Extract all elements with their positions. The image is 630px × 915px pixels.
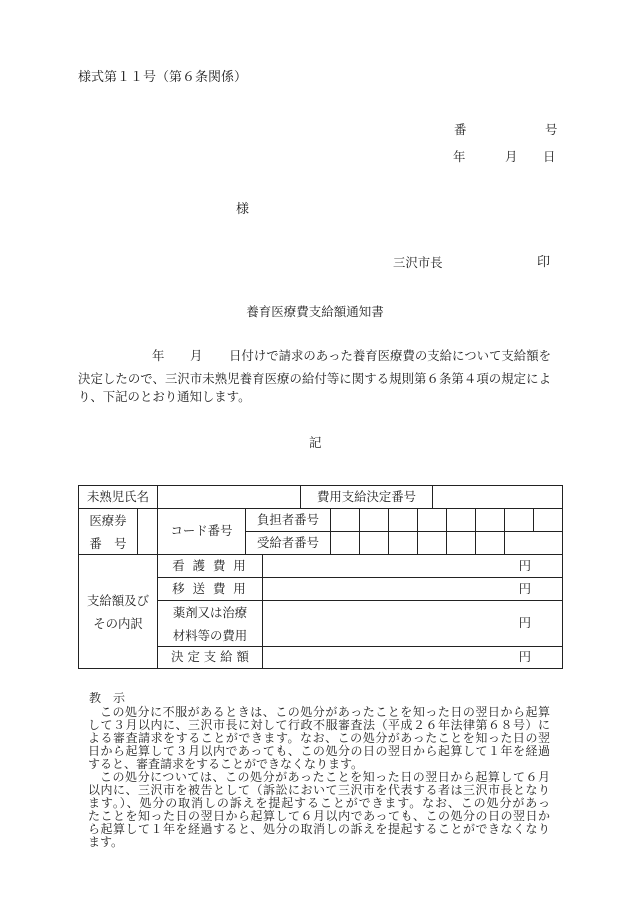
notice-line: よる審査請求をすることができます。なお、この処分があったことを知った日の翌 — [88, 731, 550, 745]
recipient-number-digit-box — [418, 532, 447, 555]
medicine-material-cost-label-line-2: 材料等の費用 — [172, 627, 248, 643]
record-heading: 記 — [309, 435, 322, 450]
document-number-label: 番 — [454, 122, 467, 137]
patient-name-label-cell — [79, 486, 158, 509]
recipient-number-label-cell — [246, 532, 331, 555]
notice-line: して３月以内に、三沢市長に対して行政不服審査法（平成２６年法律第６８号）に — [88, 718, 550, 732]
notice-line: ます。 — [88, 835, 124, 849]
notice-line: ます。）、処分の取消しの訴えを提起することができます。なお、この処分があっ — [88, 796, 550, 810]
medicine-material-cost-label-cell — [158, 601, 263, 647]
payer-number-digit-box — [331, 509, 360, 532]
transport-cost-label: 移 送 費 用 — [172, 580, 248, 596]
seal-mark: 印 — [537, 255, 551, 270]
date-year-label: 年 — [453, 149, 466, 164]
notice-line: たことを知った日の翌日から起算して６月以内であっても、この処分の日の翌日か — [88, 809, 550, 823]
payer-number-digit-box — [360, 509, 389, 532]
form-number-label: 様式第１１号（第６条関係） — [78, 70, 248, 85]
notification-table — [78, 485, 563, 669]
date-month-label: 月 — [505, 149, 518, 164]
medical-ticket-label-line-1: 医療券 — [89, 512, 127, 528]
decision-number-label: 費用支給決定番号 — [316, 488, 417, 504]
notice-line: 日から起算して３月以内であっても、この処分の日の翌日から起算して１年を経過 — [88, 744, 550, 758]
decision-number-value-cell — [433, 486, 563, 509]
body-month-label: 月 — [190, 348, 203, 363]
notice-line: ら起算して１年を経過すると、処分の取消しの訴えを提起することができなくなり — [88, 822, 550, 836]
document-title: 養育医療費支給額通知書 — [246, 304, 384, 319]
patient-name-value-cell — [158, 486, 301, 509]
recipient-number-digit-box — [476, 532, 505, 555]
transport-cost-label-cell — [158, 578, 263, 601]
code-number-label-cell — [158, 509, 246, 555]
medical-ticket-label-cell — [79, 509, 138, 555]
addressee-honorific: 様 — [236, 202, 250, 217]
decided-amount-value-cell — [263, 647, 563, 669]
medical-ticket-label-line-2: 番 号 — [89, 535, 127, 551]
decision-number-label-cell — [301, 486, 433, 509]
payer-number-digit-box — [389, 509, 418, 532]
decided-amount-label-cell — [158, 647, 263, 669]
recipient-number-digit-box — [389, 532, 418, 555]
recipient-number-label: 受給者番号 — [257, 534, 319, 550]
decided-amount-label: 決 定 支 給 額 — [171, 649, 249, 665]
document-number-suffix: 号 — [545, 122, 558, 137]
yen-unit: 円 — [518, 557, 531, 573]
payer-number-digit-box — [534, 509, 563, 532]
payer-number-digit-box — [447, 509, 476, 532]
code-number-label: コード番号 — [170, 523, 233, 539]
medical-ticket-blank-cell — [138, 509, 158, 555]
breakdown-label-line-1: 支給額及び — [87, 592, 149, 608]
body-line-2: 決定したので、三沢市未熟児養育医療の給付等に関する規則第６条第４項の規定によ — [78, 371, 551, 386]
payer-number-label-cell — [246, 509, 331, 532]
nursing-cost-label-cell — [158, 555, 263, 578]
recipient-number-blank-cell — [505, 532, 563, 555]
yen-unit: 円 — [518, 580, 531, 596]
breakdown-label-cell — [79, 555, 158, 669]
recipient-number-digit-box — [331, 532, 360, 555]
yen-unit: 円 — [518, 615, 531, 631]
medicine-material-cost-amount-cell — [263, 601, 563, 647]
recipient-number-digit-box — [360, 532, 389, 555]
body-year-label: 年 — [152, 348, 165, 363]
medicine-material-cost-label-line-1: 薬剤又は治療 — [172, 604, 248, 620]
notice-line: すると、審査請求をすることができなくなります。 — [88, 757, 364, 771]
nursing-cost-amount-cell — [263, 555, 563, 578]
nursing-cost-label: 看 護 費 用 — [172, 557, 248, 573]
body-line-1: 日付けで請求のあった養育医療費の支給について支給額を — [229, 348, 551, 363]
payer-number-digit-box — [505, 509, 534, 532]
breakdown-label-line-2: その内訳 — [93, 615, 143, 631]
notice-line: 以内に、三沢市を被告として（訴訟において三沢市を代表する者は三沢市長となり — [88, 783, 550, 797]
notice-line: この処分については、この処分があったことを知った日の翌日から起算して６月 — [100, 770, 550, 784]
payer-number-digit-box — [476, 509, 505, 532]
yen-unit: 円 — [518, 649, 531, 665]
patient-name-label: 未熟児氏名 — [87, 488, 149, 504]
transport-cost-amount-cell — [263, 578, 563, 601]
date-day-label: 日 — [543, 149, 556, 164]
notice-heading: 教 示 — [89, 691, 126, 705]
recipient-number-digit-box — [447, 532, 476, 555]
payer-number-digit-box — [418, 509, 447, 532]
issuer-name: 三沢市長 — [393, 255, 443, 270]
body-line-3: り、下記のとおり通知します。 — [78, 389, 251, 404]
payer-number-label: 負担者番号 — [257, 511, 319, 527]
notice-line: この処分に不服があるときは、この処分があったことを知った日の翌日から起算 — [100, 705, 550, 719]
